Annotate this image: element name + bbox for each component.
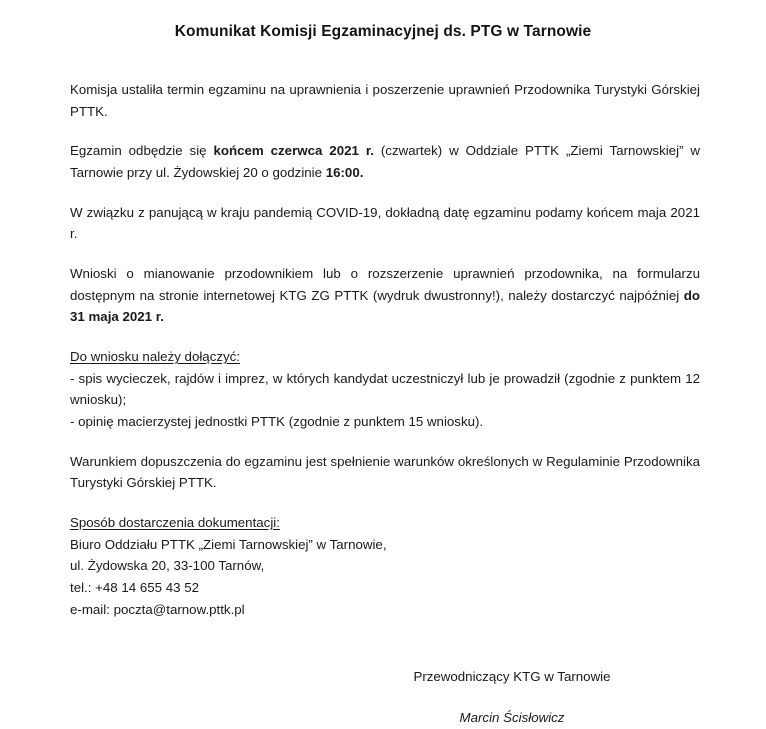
- delivery-office-name: Biuro Oddziału PTTK „Ziemi Tarnowskiej” w Tarnowie,: [70, 536, 387, 552]
- document-body: [0, 79, 766, 729]
- attachments-heading: Do wniosku należy dołączyć:: [70, 349, 240, 365]
- paragraph-applications: [70, 263, 700, 328]
- attachment-list-item: - spis wycieczek, rajdów i imprez, w których kandydat uczestniczył lub je prowadził (zgodnie z punktem 12 wniosku);: [70, 370, 700, 408]
- signature-block: [70, 666, 700, 728]
- attachment-list-item: - opinię macierzystej jednostki PTTK (zgodnie z punktem 15 wniosku).: [70, 414, 484, 430]
- delivery-heading: Sposób dostarczenia dokumentacji:: [70, 515, 280, 531]
- paragraph-covid-notice: [70, 202, 700, 245]
- delivery-section: [70, 512, 700, 620]
- delivery-address: ul. Żydowska 20, 33-100 Tarnów,: [70, 558, 265, 574]
- exam-date-part-1: Egzamin odbędzie się: [70, 143, 214, 159]
- signature-name: Marcin Ścisłowicz: [459, 710, 565, 726]
- delivery-email: e-mail: poczta@tarnow.pttk.pl: [70, 601, 245, 617]
- paragraph-exam-conditions: [70, 451, 700, 494]
- paragraph-commission-decision: [70, 79, 700, 122]
- paragraph-1-text: Komisja ustaliła termin egzaminu na uprawnienia i poszerzenie uprawnień Przodownika Turystyki Górskiej PTTK.: [70, 82, 700, 119]
- exam-date-bold-june: końcem czerwca 2021 r.: [213, 143, 374, 159]
- paragraph-3-text: W związku z panującą w kraju pandemią COVID-19, dokładną datę egzaminu podamy końcem maja 2021 r.: [70, 204, 700, 242]
- signature-inner: [413, 666, 610, 728]
- signature-role: Przewodniczący KTG w Tarnowie: [413, 669, 611, 685]
- applications-deadline-bold: do 31 maja 2021 r.: [70, 287, 700, 325]
- exam-time-bold: 16:00.: [325, 165, 364, 181]
- exam-date-part-2: (czwartek) w Oddziale PTTK „Ziemi Tarnowskiej” w Tarnowie przy ul. Żydowskiej 20 o godzinie: [70, 143, 700, 181]
- applications-part-1: Wnioski o mianowanie przodownikiem lub o rozszerzenie uprawnień przodownika, na formularzu dostępnym na stronie internetowej KTG ZG PTTK (wydruk dwustronny!), należy dostarczyć najpóźniej: [70, 266, 700, 303]
- paragraph-exam-date: [70, 140, 700, 183]
- paragraph-5-text: Warunkiem dopuszczenia do egzaminu jest spełnienie warunków określonych w Regulaminie Przodownika Turystyki Górskiej PTTK.: [70, 453, 700, 491]
- delivery-phone: tel.: +48 14 655 43 52: [70, 580, 200, 596]
- attachments-section: [70, 346, 700, 433]
- page-title: Komunikat Komisji Egzaminacyjnej ds. PTG w Tarnowie: [174, 23, 592, 40]
